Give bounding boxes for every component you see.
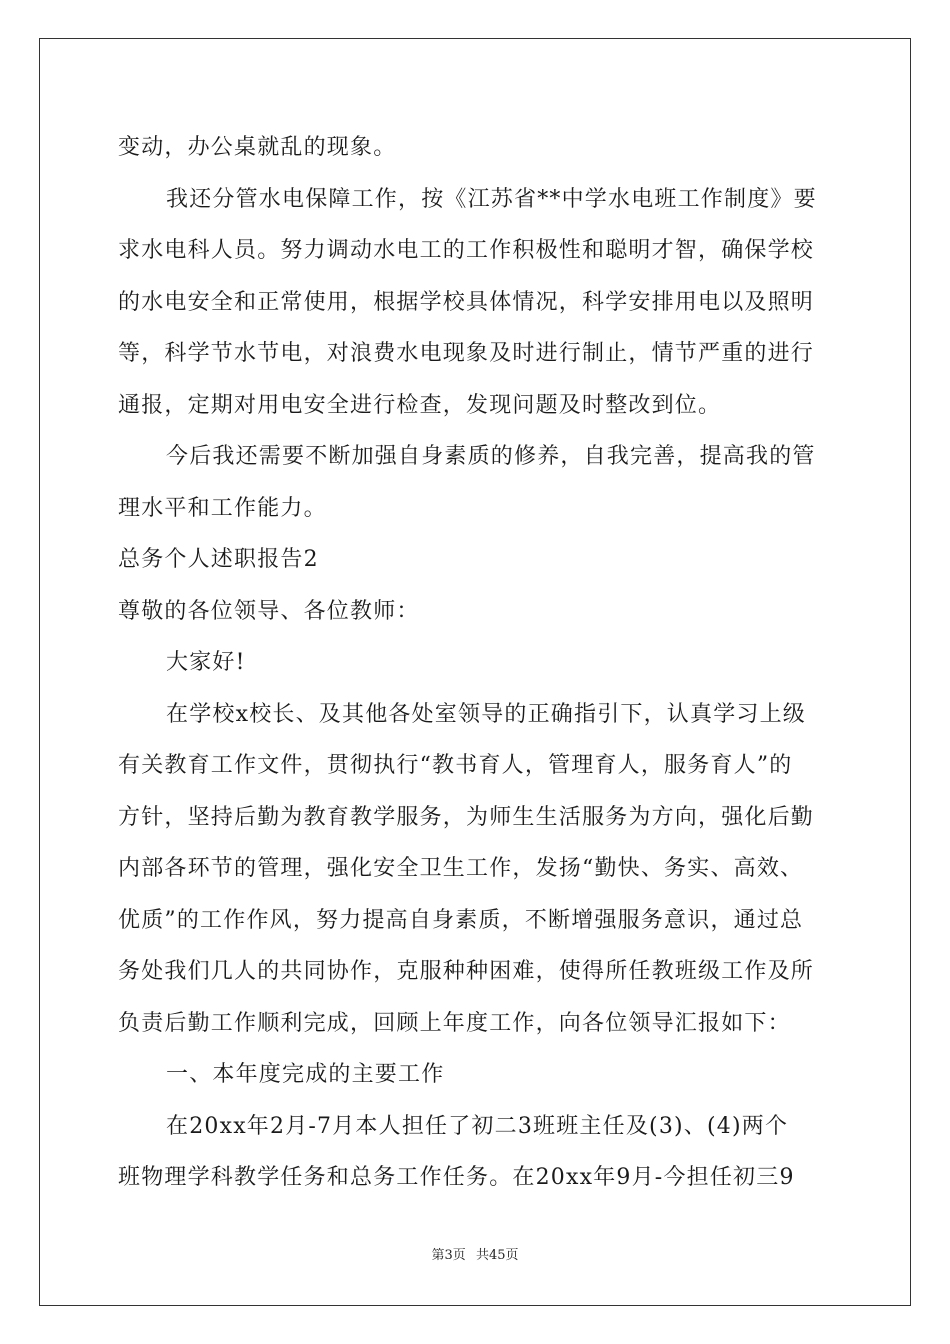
page-number: 第3页 <box>431 1248 466 1263</box>
section-heading: 总务个人述职报告2 <box>118 547 319 572</box>
text-line: 通报，定期对用电安全进行检查，发现问题及时整改到位。 <box>118 392 722 418</box>
text-line: 理水平和工作能力。 <box>118 495 327 521</box>
text-line: 优质”的工作作风，努力提高自身素质，不断增强服务意识，通过总 <box>118 907 804 933</box>
text-line: 有关教育工作文件，贯彻执行“教书育人，管理育人，服务育人”的 <box>118 753 793 778</box>
text-line: 的水电安全和正常使用，根据学校具体情况，科学安排用电以及照明 <box>118 289 815 315</box>
text-line: 方针，坚持后勤为教育教学服务，为师生生活服务为方向，强化后勤 <box>118 804 815 830</box>
page-total: 共45页 <box>475 1248 519 1263</box>
text-line: 变动，办公桌就乱的现象。 <box>118 135 397 160</box>
page-footer <box>0 1244 950 1263</box>
text-line: 今后我还需要不断加强自身素质的修养，自我完善，提高我的管 <box>166 444 816 469</box>
text-line: 班物理学科教学任务和总务工作任务。在20xx年9月-今担任初三9 <box>118 1165 795 1190</box>
text-line: 等，科学节水节电，对浪费水电现象及时进行制止，情节严重的进行 <box>118 341 815 366</box>
salutation: 尊敬的各位领导、各位教师： <box>118 598 420 624</box>
greeting: 大家好! <box>166 650 246 675</box>
text-line: 内部各环节的管理，强化安全卫生工作，发扬“勤快、务实、高效、 <box>118 856 804 881</box>
text-line: 在学校x校长、及其他各处室领导的正确指引下，认真学习上级 <box>166 701 807 727</box>
text-line: 我还分管水电保障工作，按《江苏省**中学水电班工作制度》要 <box>166 186 817 212</box>
text-line: 求水电科人员。努力调动水电工的工作积极性和聪明才智，确保学校 <box>118 238 815 263</box>
text-line: 在20xx年2月-7月本人担任了初二3班班主任及(3)、(4)两个 <box>166 1113 789 1139</box>
text-line: 负责后勤工作顺利完成，回顾上年度工作，向各位领导汇报如下： <box>118 1010 791 1036</box>
document-body <box>118 128 838 1210</box>
text-line: 务处我们几人的共同协作，克服种种困难，使得所任教班级工作及所 <box>118 959 815 984</box>
subsection-heading: 一、本年度完成的主要工作 <box>166 1062 445 1087</box>
